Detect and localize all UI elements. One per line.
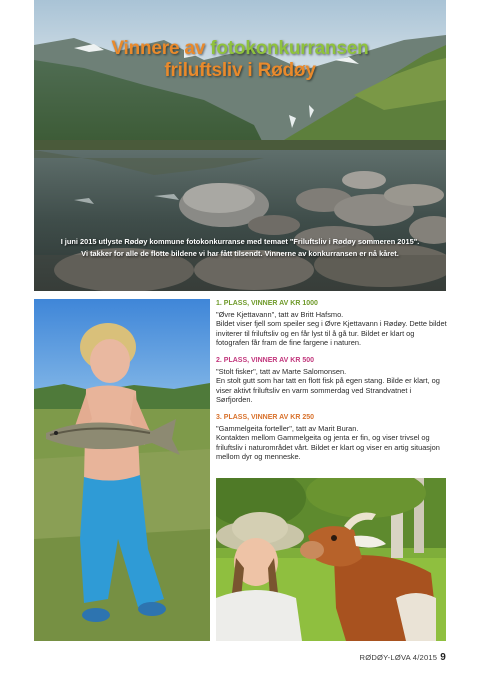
girl-and-goat-image — [216, 478, 446, 641]
girl-and-goat-photo — [216, 478, 446, 641]
boy-with-fish-image — [34, 299, 210, 641]
hero-intro — [44, 236, 436, 260]
winner-heading: 2. PLASS, VINNER AV KR 500 — [216, 356, 315, 364]
winner-description: En stolt gutt som har tatt en flott fisk på egen stang. Bilde er klart, og viser aktivt friluftsliv en varm sommerdag ved Strandvatnet i Sørfjorden. — [216, 376, 440, 405]
winner-description: Bildet viser fjell som speiler seg i Øvre Kjettavann i Rødøy. Dette bildet inviterer til friluftsliv og en får lyst til å gå tur. Bildet er klart og fotografen får fram de fine fargene i naturen. — [216, 319, 447, 348]
hero-photo — [34, 0, 446, 291]
winners-column — [216, 299, 448, 470]
winner-caption: "Stolt fisker", tatt av Marte Salomonsen. — [216, 366, 347, 376]
winner-caption: "Gammelgeita forteller", tatt av Marit Buran. — [216, 423, 359, 433]
winner-description: Kontakten mellom Gammelgeita og jenta er fin, og viser trivsel og friluftsliv i naturområdet vårt. Bildet er klart og viser en artig situasjon mellom dyr og menneske. — [216, 433, 440, 462]
hero-title-part2: fotokonkurransen — [210, 38, 369, 59]
hero-intro-line1: I juni 2015 utlyste Rødøy kommune fotokonkurranse med temaet "Friluftsliv i Rødøy sommeren 2015". — [60, 237, 420, 246]
publication-name: RØDØY-LØVA 4/2015 — [359, 653, 438, 662]
hero-title — [34, 38, 446, 82]
winner-second-place — [216, 356, 448, 405]
hero-title-line2: friluftsliv i Rødøy — [164, 60, 316, 81]
page-number: 9 — [440, 652, 446, 663]
boy-with-fish-photo — [34, 299, 210, 641]
hero-intro-line2: Vi takker for alle de flotte bildene vi har fått tilsendt. Vinnerne av konkurransen er nå kåret. — [81, 249, 399, 258]
winner-heading: 3. PLASS, VINNER AV KR 250 — [216, 413, 315, 421]
hero-title-part1: Vinnere av — [111, 38, 206, 59]
winner-third-place — [216, 413, 448, 462]
winner-caption: "Øvre Kjettavann", tatt av Britt Hafsmo. — [216, 309, 344, 319]
page-footer — [360, 652, 446, 663]
winner-heading: 1. PLASS, VINNER AV KR 1000 — [216, 300, 318, 307]
winner-first-place — [216, 299, 448, 348]
